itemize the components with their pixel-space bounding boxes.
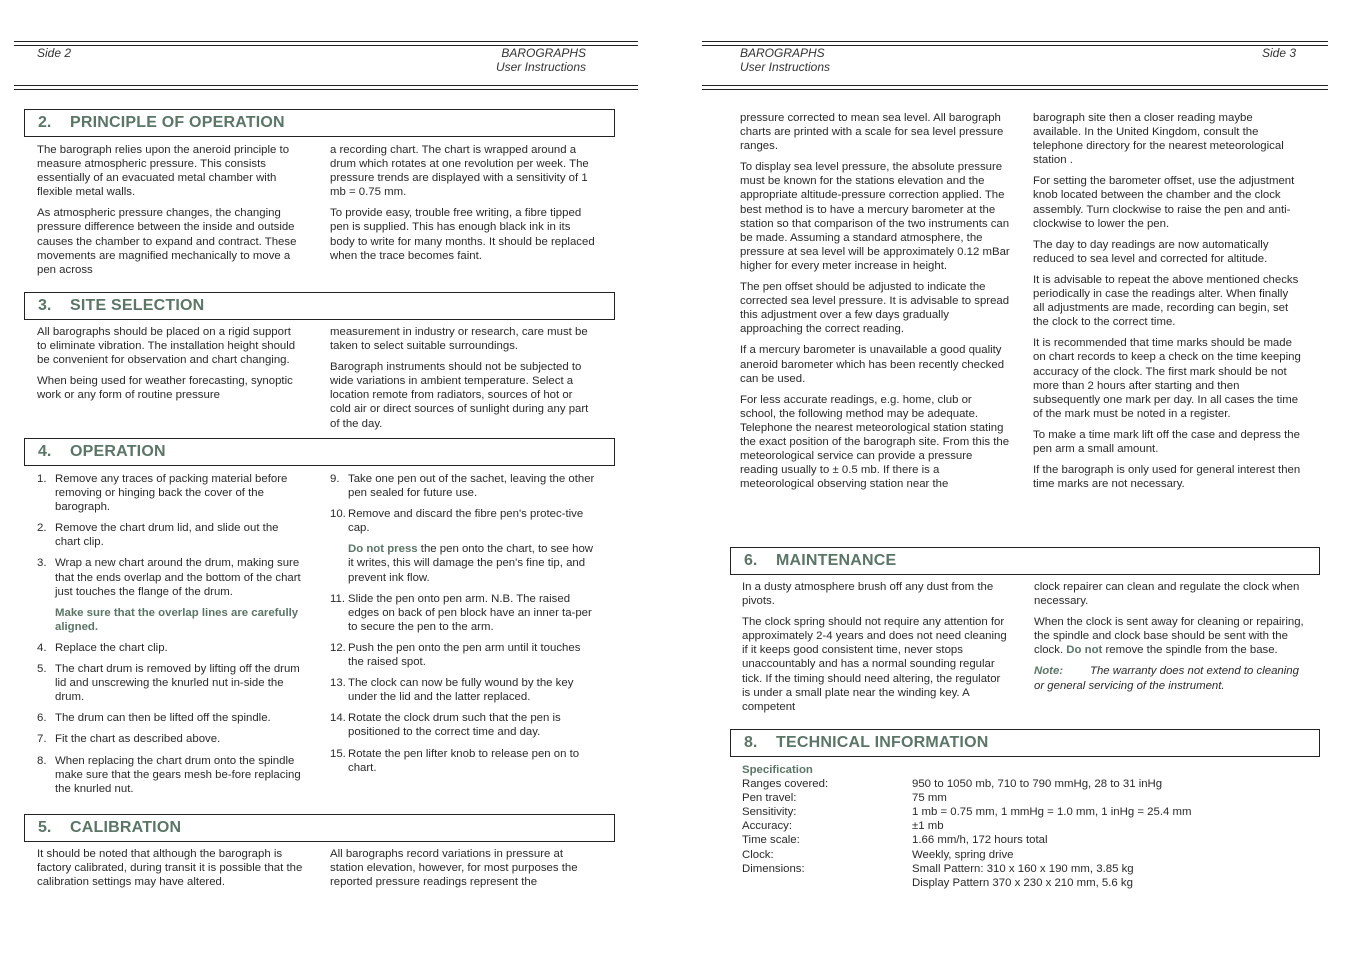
paragraph: To display sea level pressure, the absolute pressure must be known for the stations elevation and the appropriate altitude-pressure correction applied. The best method is to have a mercury barometer at the station so that comparison of the two instruments can be made. Assuming a standard atmosphere, the pressure at sea level will be approximately 0.12 mBar higher for every meter increase in height. [740,161,1010,272]
operation-right-column [330,472,598,782]
paragraph: barograph site then a closer reading maybe available. In the United Kingdom, consult the telephone directory for the nearest meteorological station . [1033,112,1284,167]
header-rule-top [14,41,638,42]
doc-subtitle-text: User Instructions [495,60,586,74]
principle-left-column [37,143,307,284]
operation-steps-list-2 [37,641,305,796]
list-item: 1. Remove any traces of packing material before removing or hinging back the cover of the barograph. [37,473,288,514]
header-rule-bottom [14,85,638,86]
maintenance-right-column [1034,580,1304,700]
operation-steps-list-3 [330,472,598,535]
section-title: MAINTENANCE [776,552,897,569]
table-row: Pen travel: 75 mm [742,792,947,805]
table-row: Display Pattern 370 x 230 x 210 mm, 5.6 kg [912,876,1133,889]
header-rule-top [702,41,1328,42]
paragraph: To provide easy, trouble free writing, a fibre tipped pen is supplied. This has enough black ink in its body to write for many months. It should be replaced when the trace becomes faint. [330,207,595,262]
doc-subtitle-text: User Instructions [740,60,831,74]
doc-title-text: BAROGRAPHS [740,46,825,60]
paragraph: As atmospheric pressure changes, the changing pressure difference between the inside and outside causes the chamber to expand and contract. These movements are magnified mechanically to move a pen across [37,207,297,276]
operation-left-column [37,472,305,803]
doc-title [480,46,586,74]
calibration-right-column [330,847,596,896]
section-title: TECHNICAL INFORMATION [776,734,989,751]
header-rule-bottom [702,85,1328,86]
list-item: 4. Replace the chart clip. [37,641,168,654]
paragraph: It is advisable to repeat the above mentioned checks periodically in case the readings alter. When finally all adjustments are made, recording can begin, set the clock to the correct time. [1033,273,1299,329]
paragraph: To make a time mark lift off the case and depress the pen arm a small amount. [1033,428,1300,455]
header-rule-bottom-2 [702,89,1328,90]
header-rule-bottom-2 [14,89,638,90]
section-number: 2. [38,114,52,131]
list-item: 14. Rotate the clock drum such that the pen is positioned to the correct time and day. [330,712,561,739]
list-item: 2. Remove the chart drum lid, and slide out the chart clip. [37,522,279,549]
section-heading-operation [24,438,615,466]
paragraph: a recording chart. The chart is wrapped around a drum which rotates at one revolution per week. The pressure trends are displayed with a sensitivity of 1 mb = 0.75 mm. [330,144,589,199]
page-label: Side 3 [1261,46,1296,60]
table-row: Accuracy: ±1 mb [742,820,944,833]
page-label: Side 2 [37,46,72,60]
section-number: 3. [38,297,52,314]
operation-steps-list [37,472,305,599]
paragraph: The pen offset should be adjusted to indicate the corrected sea level pressure. It is advisable to spread this adjustment over a few days gradually approaching the correct reading. [740,281,1010,336]
list-item: 7. Fit the chart as described above. [37,733,221,746]
paragraph: Barograph instruments should not be subjected to wide variations in ambient temperature. Select a location remote from radiators, sources of hot or cold air or direct sources of sunlight during any part of the day. [330,361,589,430]
list-item: 9. Take one pen out of the sachet, leaving the other pen sealed for future use. [330,473,595,500]
list-item: 6. The drum can then be lifted off the spindle. [37,712,271,725]
paragraph: If a mercury barometer is unavailable a good quality aneroid barometer which has been recently checked can be used. [740,344,1005,385]
calibration-cont-right-column [1033,111,1301,498]
specification-table [742,763,1302,890]
section-title: PRINCIPLE OF OPERATION [70,114,285,131]
paragraph: The barograph relies upon the aneroid principle to measure atmospheric pressure. This consists essentially of an evacuated metal chamber with flexible metal walls. [37,144,290,199]
list-item: 3. Wrap a new chart around the drum, making sure that the ends overlap and the bottom of the chart just touches the flange of the drum. [37,557,301,598]
page-side-3 [690,0,1351,954]
page-side-2 [0,0,670,954]
list-item: 10. Remove and discard the fibre pen's protec-tive cap. [330,508,584,535]
principle-right-column [330,143,595,270]
warranty-note: Note: The warranty does not extend to cleaning or general servicing of the instrument. [1034,665,1299,692]
paragraph: If the barograph is only used for general interest then time marks are not necessary. [1033,464,1301,491]
section-title: CALIBRATION [70,819,182,836]
paragraph: For less accurate readings, e.g. home, club or school, the following method may be adequate. Telephone the nearest meteorological station stating the exact position of the barograph site. From this the meteorological service can provide a pressure reading usually to ± 0.5 mb. If there is a meteorological observing station near the [740,393,1010,491]
list-item: 13. The clock can now be fully wound by the key under the lid and the latter replaced. [330,677,574,704]
section-title: OPERATION [70,443,166,460]
paragraph: The clock spring should not require any attention for approximately 2-4 years and does not need cleaning if it keeps good consistent time, never stops unaccountably and has a normal sounding regular tick. If the timing should need altering, the regulator is under a small plate near the winding key. A competent [742,616,1007,713]
specification-heading: Specification [742,764,813,776]
list-item: 11. Slide the pen onto pen arm. N.B. The raised edges on back of pen block have an inner ta-per to secure the pen to the arm. [330,592,592,633]
section-heading-technical [730,729,1320,757]
section-heading-site-selection [24,292,615,320]
section-number: 4. [38,443,52,460]
do-not-press-warning: Do not press the pen onto the chart, to see how it writes, this will damage the pen's fine tip, and prevent ink flow. [348,543,594,584]
list-item: 8. When replacing the chart drum onto the spindle make sure that the gears mesh be-fore replacing the knurled nut. [37,754,301,795]
table-row: Ranges covered: 950 to 1050 mb, 710 to 790 mmHg, 28 to 31 inHg [742,778,1163,791]
list-item: 5. The chart drum is removed by lifting off the drum lid and unscrewing the knurled nut in-side the drum. [37,663,300,704]
paragraph: All barographs record variations in pressure at station elevation, however, for most purposes the reported pressure readings represent the [330,848,578,889]
maintenance-left-column [742,580,1010,721]
table-row: Clock: Weekly, spring drive [742,848,1014,861]
paragraph: All barographs should be placed on a rigid support to eliminate vibration. The installation height should be convenient for observation and chart changing. [37,326,296,367]
section-heading-principle [24,109,615,137]
paragraph: measurement in industry or research, care must be taken to select suitable surroundings. [330,326,588,353]
doc-title-text: BAROGRAPHS [501,46,586,60]
section-number: 5. [38,819,52,836]
list-item: 15. Rotate the pen lifter knob to release pen on to chart. [330,747,580,774]
table-row: Sensitivity: 1 mb = 0.75 mm, 1 mmHg = 1.0 mm, 1 inHg = 25.4 mm [742,806,1192,819]
site-right-column [330,325,595,438]
paragraph: When being used for weather forecasting, synoptic work or any form of routine pressure [37,375,293,402]
operation-steps-list-4 [330,592,598,775]
section-heading-maintenance [730,547,1320,575]
paragraph: For setting the barometer offset, use the adjustment knob located between the chamber and the clock assembly. Turn clockwise to raise the pen and anti-clockwise to lower the pen. [1033,175,1295,230]
paragraph: It should be noted that although the barograph is factory calibrated, during transit it is possible that the calibration settings may have altered. [37,848,303,889]
paragraph: The day to day readings are now automatically reduced to sea level and corrected for altitude. [1033,238,1269,265]
table-row: Dimensions: Small Pattern: 310 x 160 x 190 mm, 3.85 kg [742,862,1134,875]
doc-title [740,46,830,74]
list-item: 12. Push the pen onto the pen arm until it touches the raised spot. [330,641,581,669]
calibration-cont-left-column [740,111,1010,498]
paragraph: pressure corrected to mean sea level. All barograph charts are printed with a scale for sea level pressure ranges. [740,112,1004,153]
paragraph: In a dusty atmosphere brush off any dust from the pivots. [742,581,994,608]
paragraph: When the clock is sent away for cleaning or repairing, the spindle and clock base should be sent with the clock. Do not remove the spindle from the base. [1034,616,1304,657]
paragraph: clock repairer can clean and regulate the clock when necessary. [1034,581,1300,608]
section-number: 6. [744,552,758,569]
alignment-note: Make sure that the overlap lines are carefully aligned. [55,606,299,633]
table-row: Time scale: 1.66 mm/h, 172 hours total [742,834,1048,847]
section-title: SITE SELECTION [70,297,205,314]
paragraph: It is recommended that time marks should be made on chart records to keep a check on the time keeping accuracy of the clock. The first mark should be not more than 2 hours after starting and then subsequently one mark per day. In all cases the time of the mark must be noted in a register. [1033,337,1301,420]
calibration-left-column [37,847,307,896]
site-left-column [37,325,303,409]
section-heading-calibration [24,814,615,842]
section-number: 8. [744,734,758,751]
